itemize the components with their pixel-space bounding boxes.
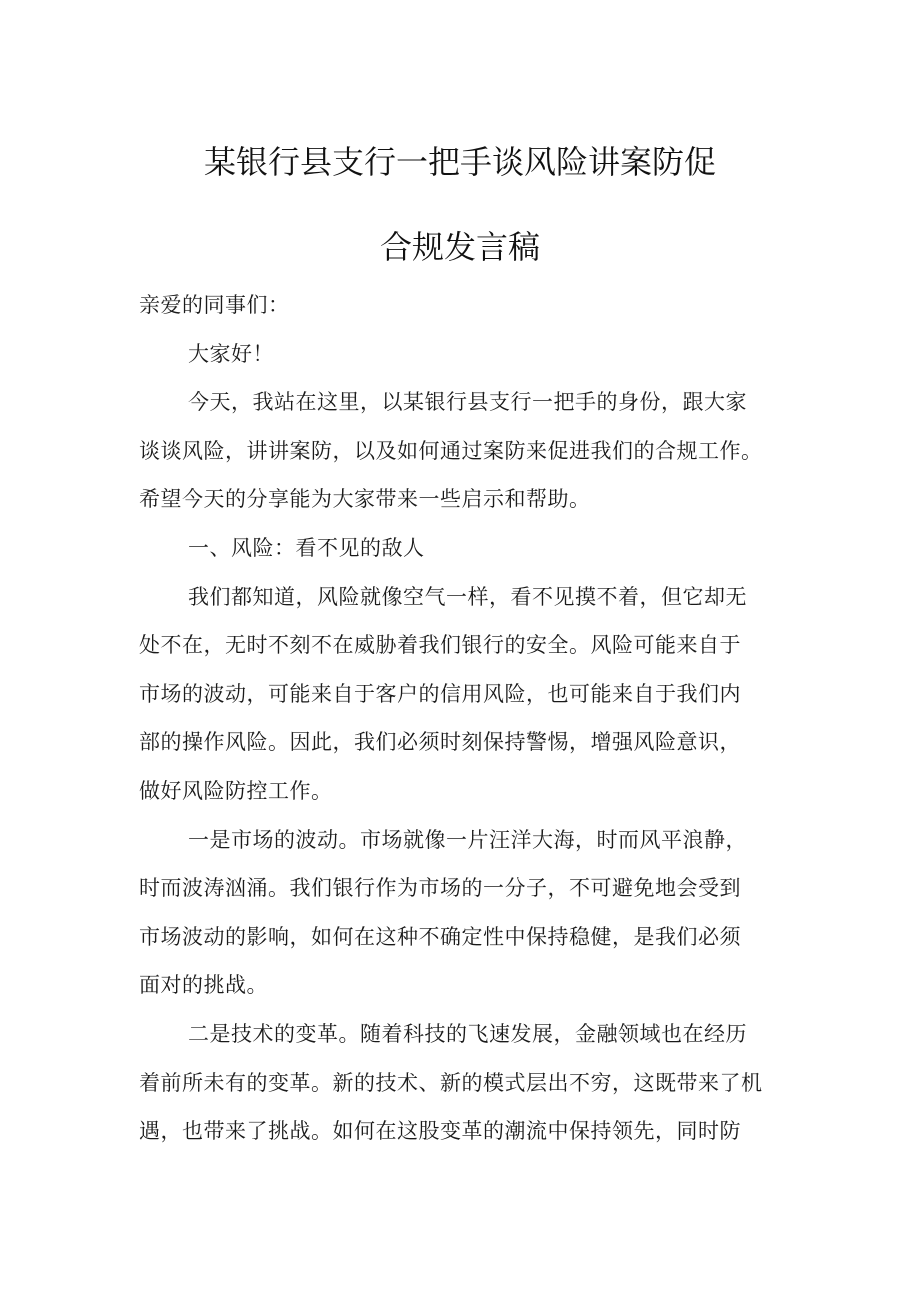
paragraph-line: 二是技术的变革。随着科技的飞速发展，金融领域也在经历: [188, 1021, 747, 1046]
paragraph-line: 希望今天的分享能为大家带来一些启示和帮助。: [139, 487, 591, 512]
paragraph-line: 着前所未有的变革。新的技术、新的模式层出不穷，这既带来了机: [139, 1070, 763, 1095]
paragraph-line: 面对的挑战。: [139, 973, 268, 998]
paragraph-line: 市场波动的影响，如何在这种不确定性中保持稳健，是我们必须: [139, 924, 741, 949]
paragraph-line: 我们都知道，风险就像空气一样，看不见摸不着，但它却无: [188, 584, 747, 609]
paragraph-line: 处不在，无时不刻不在威胁着我们银行的安全。风险可能来自于: [139, 633, 741, 658]
greeting: 大家好！: [188, 341, 274, 366]
paragraph-line: 做好风险防控工作。: [139, 778, 333, 803]
document-title-line-1: 某银行县支行一把手谈风险讲案防促: [203, 143, 716, 181]
section-heading: 一、风险：看不见的敌人: [188, 535, 425, 560]
paragraph-line: 遇，也带来了挑战。如何在这股变革的潮流中保持领先，同时防: [139, 1119, 741, 1144]
paragraph-line: 今天，我站在这里，以某银行县支行一把手的身份，跟大家: [188, 390, 747, 415]
paragraph-line: 谈谈风险，讲讲案防，以及如何通过案防来促进我们的合规工作。: [139, 438, 763, 463]
paragraph-line: 一是市场的波动。市场就像一片汪洋大海，时而风平浪静，: [188, 827, 747, 852]
salutation: 亲爱的同事们：: [139, 293, 290, 317]
paragraph-line: 时而波涛汹涌。我们银行作为市场的一分子，不可避免地会受到: [139, 876, 741, 901]
document-body: [139, 281, 799, 1156]
paragraph-line: 市场的波动，可能来自于客户的信用风险，也可能来自于我们内: [139, 681, 741, 706]
document-title-line-2: 合规发言稿: [379, 228, 540, 266]
paragraph-line: 部的操作风险。因此，我们必须时刻保持警惕，增强风险意识，: [139, 730, 741, 755]
